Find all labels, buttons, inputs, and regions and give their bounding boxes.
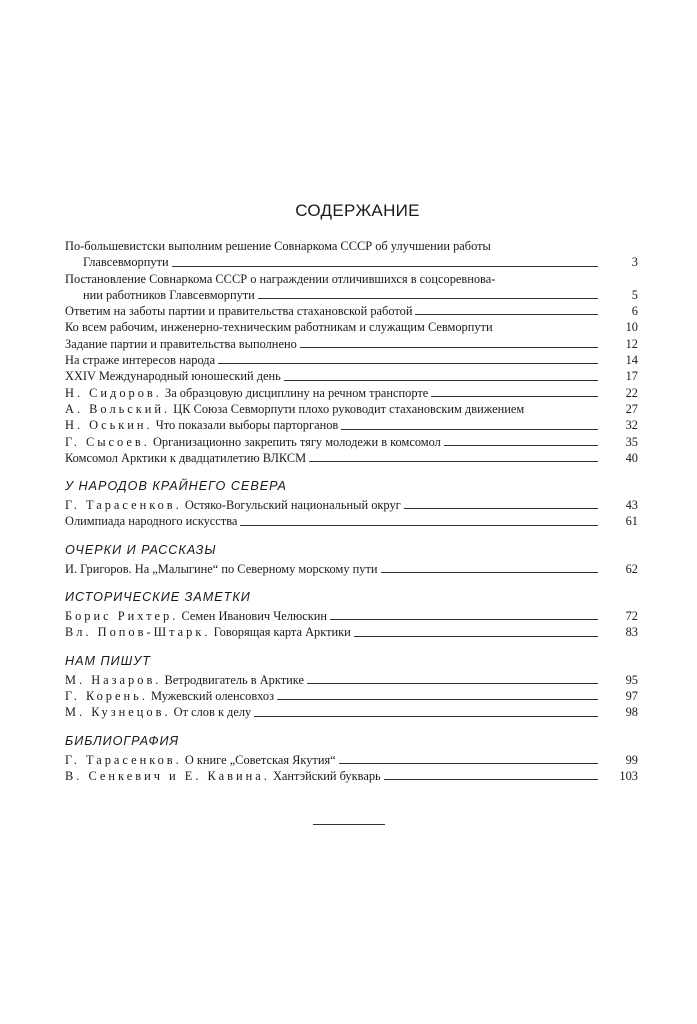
page-number: 32 (625, 418, 638, 433)
entry-row (65, 434, 638, 450)
leader-line (341, 429, 598, 430)
page-number: 103 (619, 768, 638, 783)
page-number: 98 (625, 705, 638, 720)
toc-entry (65, 303, 638, 319)
entry-author: Г. Сысоев. (65, 434, 150, 449)
toc-entry (65, 608, 638, 624)
page-number: 10 (625, 320, 638, 335)
entry-text (65, 608, 327, 624)
page-number: 62 (625, 561, 638, 576)
entry-title: На страже интересов народа (65, 353, 216, 368)
entry-continuation-row (65, 287, 638, 303)
leader-line (384, 779, 598, 780)
entry-text (65, 303, 412, 319)
leader-line (277, 699, 598, 700)
toc-entry (65, 368, 638, 384)
leader-line (284, 380, 598, 381)
entry-title: За образцовую дисциплину на речном транспорте (165, 385, 429, 400)
entry-title-continuation: нии работников Главсевморпути (83, 287, 255, 302)
leader-line (254, 716, 598, 717)
entry-text (65, 319, 493, 335)
entry-text (65, 450, 306, 466)
entry-title: Мужевский оленсовхоз (151, 688, 274, 703)
page-number: 12 (625, 336, 638, 351)
leader-line (339, 763, 598, 764)
page-number: 3 (631, 255, 638, 270)
entry-title: О книге „Советская Якутия“ (184, 752, 336, 767)
toc-entry (65, 271, 638, 304)
entry-text (65, 434, 441, 450)
toc-entry (65, 752, 638, 768)
entry-author: Борис Рихтер. (65, 609, 179, 624)
entry-title: Ко всем рабочим, инженерно-техническим работникам и служащим Севморпути (65, 320, 493, 335)
entry-row (65, 752, 638, 768)
entry-row (65, 303, 638, 319)
entry-title-continuation: Главсевморпути (83, 255, 169, 270)
entry-author: Вл. Попов-Штарк. (65, 625, 211, 640)
entry-title: И. Григоров. На „Малыгине“ по Северному морскому пути (65, 561, 378, 576)
toc-entry (65, 450, 638, 466)
section-heading: ОЧЕРКИ И РАССКАЗЫ (65, 542, 217, 557)
toc-entry (65, 238, 638, 271)
toc-entry (65, 336, 638, 352)
entry-author: А. Вольский. (65, 401, 171, 416)
entry-text (65, 768, 381, 784)
page-number: 99 (625, 752, 638, 767)
entry-row (65, 368, 638, 384)
entry-title: XXIV Международный юношеский день (65, 369, 281, 384)
leader-line (354, 636, 598, 637)
entry-author: М. Кузнецов. (65, 705, 171, 720)
page-number: 95 (625, 672, 638, 687)
toc-entry (65, 513, 638, 529)
entry-row (65, 513, 638, 529)
leader-line (300, 347, 598, 348)
page-number: 27 (625, 401, 638, 416)
leader-line (172, 266, 598, 267)
entry-text (65, 624, 351, 640)
page-number: 72 (625, 609, 638, 624)
section-heading: ИСТОРИЧЕСКИЕ ЗАМЕТКИ (65, 590, 251, 605)
entry-title: Организационно закрепить тягу молодежи в комсомол (152, 434, 441, 449)
leader-line (444, 445, 598, 446)
entry-row (65, 336, 638, 352)
entry-continuation-row (65, 254, 638, 270)
entry-row (65, 624, 638, 640)
entry-text (65, 336, 297, 352)
entry-author: М. Назаров. (65, 672, 162, 687)
entry-title: Хантэйский букварь (272, 768, 381, 783)
entry-row (65, 672, 638, 688)
leader-line (309, 461, 598, 462)
page-number: 97 (625, 688, 638, 703)
entry-title: Говорящая карта Арктики (213, 625, 351, 640)
entry-author: Н. Оськин. (65, 418, 153, 433)
entry-title: По-большевистски выполним решение Совнаркома СССР об улучшении работы (65, 239, 491, 253)
toc-entry (65, 768, 638, 784)
section-heading: БИБЛИОГРАФИЯ (65, 733, 180, 748)
leader-line (404, 508, 598, 509)
entry-text (65, 368, 281, 384)
toc-entry (65, 688, 638, 704)
leader-line (258, 298, 598, 299)
entry-author: Н. Сидоров. (65, 385, 162, 400)
page-number: 35 (625, 434, 638, 449)
entry-text (65, 497, 401, 513)
leader-line (415, 314, 598, 315)
entry-title: Ветродвигатель в Арктике (164, 672, 304, 687)
entry-text (65, 385, 428, 401)
toc-entry (65, 319, 638, 335)
page-number: 14 (625, 353, 638, 368)
entry-row (65, 450, 638, 466)
toc-entry (65, 624, 638, 640)
entry-row (65, 417, 638, 433)
entry-text (65, 688, 274, 704)
entry-title: Постановление Совнаркома СССР о награждении отличившихся в соцсоревнова- (65, 271, 496, 286)
entry-row (65, 385, 638, 401)
entry-author: Г. Тарасенков. (65, 498, 182, 513)
entry-row (65, 608, 638, 624)
entry-author: В. Сенкевич и Е. Кавина. (65, 768, 270, 783)
entry-row (65, 688, 638, 704)
toc-entry (65, 561, 638, 577)
toc-entry (65, 417, 638, 433)
entry-title: Семен Иванович Челюскин (181, 609, 327, 624)
entry-text (65, 417, 338, 433)
entry-text (65, 672, 304, 688)
leader-line (431, 396, 598, 397)
page-title: СОДЕРЖАНИЕ (295, 201, 420, 220)
entry-text (65, 704, 251, 720)
leader-line (330, 619, 598, 620)
entry-title: Ответим на заботы партии и правительства стахановской работой (65, 304, 413, 319)
entry-title: Задание партии и правительства выполнено (65, 336, 297, 351)
toc-entry (65, 434, 638, 450)
entry-author: Г. Корень. (65, 688, 148, 703)
toc-entry (65, 704, 638, 720)
leader-line (240, 525, 598, 526)
entry-row (65, 561, 638, 577)
page-number: 43 (625, 498, 638, 513)
section-heading: У НАРОДОВ КРАЙНЕГО СЕВЕРА (65, 479, 287, 494)
entry-row (65, 319, 638, 335)
toc-entry (65, 401, 638, 417)
entry-text (65, 352, 215, 368)
toc-entry (65, 497, 638, 513)
entry-text (65, 401, 524, 417)
page-number: 61 (625, 514, 638, 529)
entry-title: ЦК Союза Севморпути плохо руководит стахановским движением (173, 401, 525, 416)
leader-line (218, 363, 598, 364)
entry-row (65, 704, 638, 720)
page-number: 6 (631, 304, 638, 319)
entry-row (65, 352, 638, 368)
leader-line (381, 572, 599, 573)
entry-title: От слов к делу (173, 705, 252, 720)
page-number: 5 (631, 287, 638, 302)
table-of-contents (65, 238, 638, 784)
entry-text (65, 752, 336, 768)
entry-title: Олимпиада народного искусства (65, 514, 238, 529)
page-number: 22 (625, 385, 638, 400)
entry-title: Комсомол Арктики к двадцатилетию ВЛКСМ (65, 450, 307, 465)
section-heading: НАМ ПИШУТ (65, 653, 151, 668)
page-number: 83 (625, 625, 638, 640)
toc-entry (65, 352, 638, 368)
entry-author: Г. Тарасенков. (65, 752, 182, 767)
toc-entry (65, 385, 638, 401)
divider (313, 824, 385, 825)
entry-row (65, 497, 638, 513)
entry-text (65, 561, 378, 577)
page-number: 17 (625, 369, 638, 384)
leader-line (307, 683, 598, 684)
entry-row (65, 768, 638, 784)
entry-row (65, 401, 638, 417)
entry-title: Что показали выборы парторганов (155, 418, 339, 433)
toc-entry (65, 672, 638, 688)
page-number: 40 (625, 450, 638, 465)
entry-text (65, 513, 237, 529)
entry-title: Остяко-Вогульский национальный округ (184, 498, 401, 513)
